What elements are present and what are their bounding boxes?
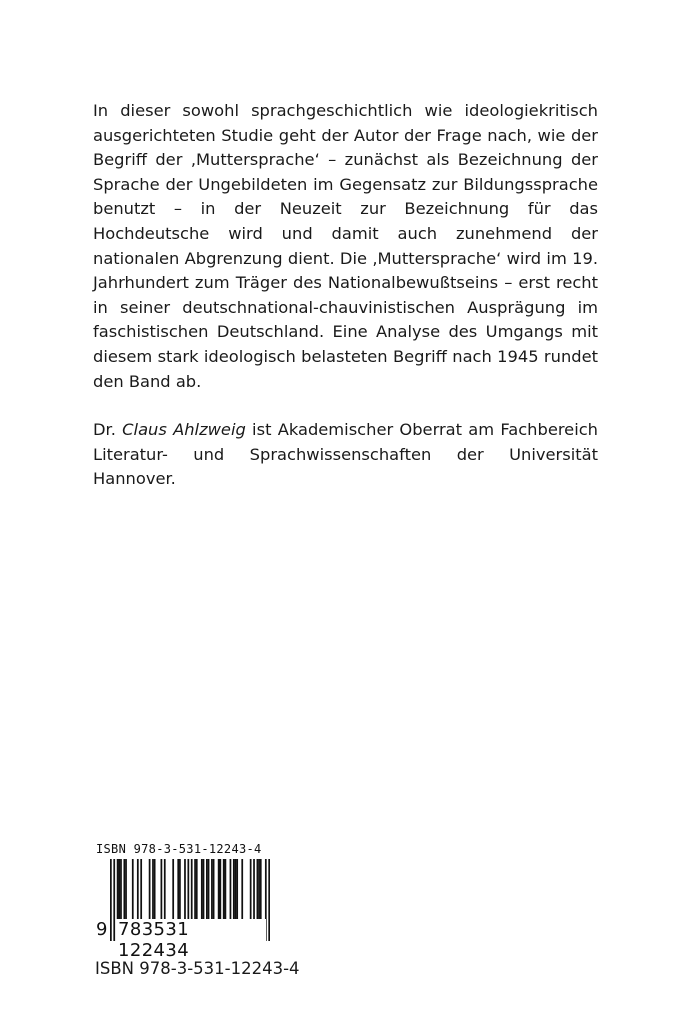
isbn-label: ISBN 978-3-531-12243-4 — [95, 959, 300, 978]
author-prefix: Dr. — [93, 420, 123, 440]
barcode-bar — [110, 859, 112, 941]
blurb-paragraph-description: In dieser sowohl sprachgeschichtlich wie ideologiekritisch ausgerichteten Studie geht der Autor der Frage nach, wie der Begriff der ‚Muttersprache‘ – zunächst als Bezeichnung der Sprache der Ungebildeten im Gegensatz zur Bildungssprache benutzt – in der Neuzeit zur Bezeichnung für das Hochdeutsche wird und damit auch zunehmend der nationalen Abgrenzung dient. Die ‚Muttersprache‘ wird im 19. Jahrhundert zum Träger des Nationalbewußtseins – erst recht in seiner deutschnational-chauvinistischen Ausprägung im faschistischen Deutschland. Eine Analyse des Umgangs mit diesem stark ideologisch belasteten Begriff nach 1945 rundet den Band ab. — [93, 101, 598, 391]
blurb-paragraph-author — [93, 418, 598, 492]
barcode-isbn-label: ISBN 978-3-531-12243-4 — [96, 842, 262, 856]
barcode-bar — [268, 859, 270, 941]
barcode-digits-rest: 783531 122434 — [116, 919, 266, 961]
barcode-block — [96, 842, 276, 961]
barcode-bar — [113, 859, 115, 941]
back-cover-blurb — [93, 99, 598, 492]
author-description: ist Akademischer Oberrat am Fachbereich Literatur- und Sprachwissenschaften der Universität Hannover. — [93, 420, 598, 489]
author-name: Claus Ahlzweig — [122, 420, 246, 440]
barcode-digit-first: 9 — [96, 919, 108, 940]
